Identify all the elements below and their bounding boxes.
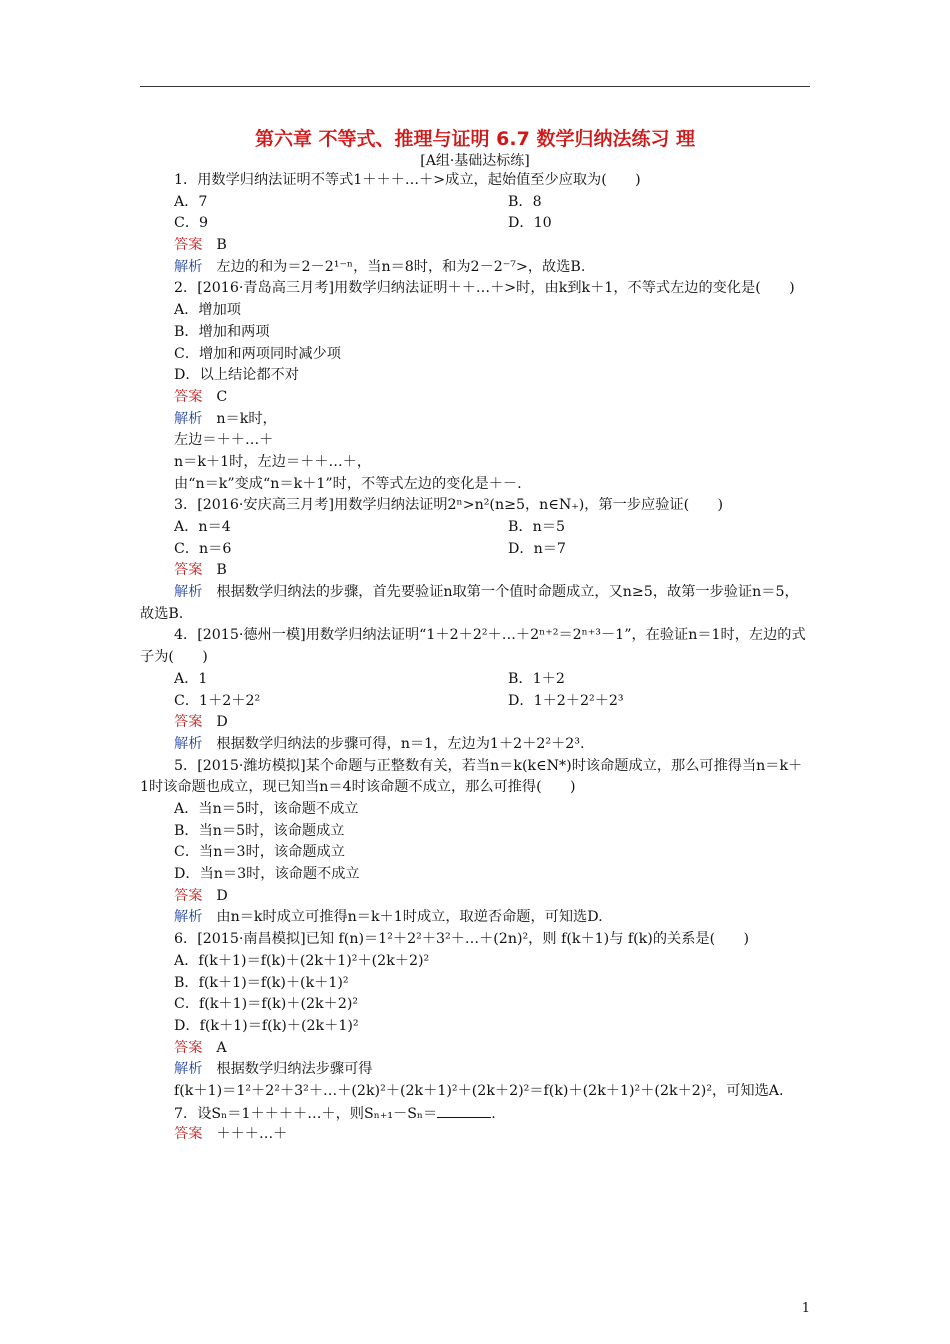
q5-stem: 5．[2015·潍坊模拟]某个命题与正整数有关，若当n＝k(k∈N*)时该命题成立，那么可推得当n＝k＋1时该命题也成立，现已知当n＝4时该命题不成立，那么可推得( ) bbox=[140, 757, 803, 796]
explanation-label: 解析 bbox=[174, 909, 203, 926]
q5-option-c: C．当n＝3时，该命题成立 bbox=[174, 844, 345, 861]
q4-option-b: B．1＋2 bbox=[508, 670, 565, 687]
q7-answer: 答案 ＋＋＋…＋ bbox=[174, 1126, 288, 1143]
q2-option-c: C．增加和两项同时减少项 bbox=[174, 345, 341, 362]
q6-stem: 6．[2015·南昌模拟]已知 f(n)＝1²＋2²＋3²＋…＋(2n)²，则 f(k＋1)与 f(k)的关系是( ) bbox=[174, 931, 750, 948]
q6-option-a: A．f(k＋1)＝f(k)＋(2k＋1)²＋(2k＋2)² bbox=[174, 952, 430, 969]
q4-answer: 答案 D bbox=[174, 714, 228, 731]
section-subtitle: [A组·基础达标练] bbox=[420, 153, 530, 169]
page-title: 第六章 不等式、推理与证明 6.7 数学归纳法练习 理 bbox=[254, 128, 696, 150]
q1-option-a: A．7 bbox=[174, 193, 208, 210]
answer-label: 答案 bbox=[174, 714, 203, 731]
q4-option-c: C．1＋2＋2² bbox=[174, 692, 261, 709]
q2-explanation: 解析 n＝k时， bbox=[174, 410, 277, 427]
q2-answer: 答案 C bbox=[174, 388, 228, 405]
q2-exp-line3: n＝k＋1时，左边＝＋＋…＋， bbox=[174, 453, 372, 470]
q1-options-cd bbox=[140, 213, 810, 235]
q1-explanation: 解析 左边的和为＝2－2¹⁻ⁿ，当n＝8时，和为2－2⁻⁷>，故选B. bbox=[174, 258, 586, 275]
answer-label: 答案 bbox=[174, 1126, 203, 1143]
q3-options-cd bbox=[140, 539, 810, 561]
q1-option-b: B．8 bbox=[508, 193, 542, 210]
q2-option-a: A．增加项 bbox=[174, 302, 241, 319]
q3-answer: 答案 B bbox=[174, 562, 227, 579]
q2-exp-line4: 由“n＝k”变成“n＝k＋1”时，不等式左边的变化是＋－. bbox=[174, 475, 522, 492]
explanation-label: 解析 bbox=[174, 1061, 203, 1078]
q1-option-c: C．9 bbox=[174, 215, 209, 232]
q1-options-ab bbox=[140, 192, 810, 214]
q3-option-d: D．n＝7 bbox=[508, 540, 566, 557]
q1-answer: 答案 B bbox=[174, 237, 227, 254]
q6-exp-line2: f(k＋1)＝1²＋2²＋3²＋…＋(2k)²＋(2k＋1)²＋(2k＋2)²＝f(k)＋(2k＋1)²＋(2k＋2)²，可知选A. bbox=[174, 1083, 784, 1099]
q4-options-ab bbox=[140, 669, 810, 691]
q6-option-d: D．f(k＋1)＝f(k)＋(2k＋1)² bbox=[174, 1017, 359, 1034]
answer-label: 答案 bbox=[174, 887, 203, 904]
q6-option-c: C．f(k＋1)＝f(k)＋(2k＋2)² bbox=[174, 996, 359, 1013]
answer-label: 答案 bbox=[174, 237, 203, 254]
q3-option-b: B．n＝5 bbox=[508, 519, 565, 536]
answer-label: 答案 bbox=[174, 1039, 203, 1056]
q2-stem: 2．[2016·青岛高三月考]用数学归纳法证明＋＋…＋>时，由k到k＋1，不等式左边的变化是( ) bbox=[174, 280, 795, 297]
q3-option-a: A．n＝4 bbox=[174, 519, 231, 536]
q3-stem: 3．[2016·安庆高三月考]用数学归纳法证明2ⁿ>n²(n≥5，n∈N₊)，第一步应验证( ) bbox=[174, 497, 724, 514]
q4-stem: 4．[2015·德州一模]用数学归纳法证明“1＋2＋2²＋…＋2ⁿ⁺²＝2ⁿ⁺³－1”，在验证n＝1时，左边的式子为( ) bbox=[140, 627, 806, 666]
q7-answer-blank bbox=[437, 1103, 491, 1118]
q5-option-a: A．当n＝5时，该命题不成立 bbox=[174, 801, 359, 818]
q1-option-d: D．10 bbox=[508, 215, 552, 232]
document-body bbox=[140, 170, 810, 1146]
page-number: 1 bbox=[801, 1301, 810, 1316]
q4-option-d: D．1＋2＋2²＋2³ bbox=[508, 692, 624, 709]
q3-options-ab bbox=[140, 517, 810, 539]
q4-explanation: 解析 根据数学归纳法的步骤可得，n＝1，左边为1＋2＋2²＋2³. bbox=[174, 735, 585, 752]
header-rule bbox=[140, 86, 810, 87]
explanation-label: 解析 bbox=[174, 258, 203, 275]
answer-label: 答案 bbox=[174, 388, 203, 405]
q3-explanation: 解析 根据数学归纳法的步骤，首先要验证n取第一个值时命题成立，又n≥5，故第一步验证n＝5，故选B. bbox=[140, 584, 799, 622]
answer-label: 答案 bbox=[174, 562, 203, 579]
q7-stem: 7．设Sₙ＝1＋＋＋＋…＋，则Sₙ₊₁－Sₙ＝ . bbox=[140, 1103, 810, 1125]
q5-answer: 答案 D bbox=[174, 887, 228, 904]
q6-explanation: 解析 根据数学归纳法步骤可得 bbox=[174, 1061, 373, 1078]
q3-option-c: C．n＝6 bbox=[174, 540, 232, 557]
q2-option-d: D．以上结论都不对 bbox=[174, 367, 299, 384]
q4-option-a: A．1 bbox=[174, 670, 208, 687]
q6-option-b: B．f(k＋1)＝f(k)＋(k＋1)² bbox=[174, 974, 349, 991]
q5-option-b: B．当n＝5时，该命题成立 bbox=[174, 822, 345, 839]
q5-explanation: 解析 由n＝k时成立可推得n＝k＋1时成立，取逆否命题，可知选D. bbox=[174, 909, 603, 926]
q1-stem: 1．用数学归纳法证明不等式1＋＋＋…＋>成立，起始值至少应取为( ) bbox=[174, 172, 641, 188]
q4-options-cd bbox=[140, 691, 810, 713]
explanation-label: 解析 bbox=[174, 735, 203, 752]
q5-option-d: D．当n＝3时，该命题不成立 bbox=[174, 866, 360, 883]
explanation-label: 解析 bbox=[174, 584, 203, 601]
q2-option-b: B．增加和两项 bbox=[174, 323, 270, 340]
q2-exp-line2: 左边＝＋＋…＋ bbox=[174, 432, 274, 449]
explanation-label: 解析 bbox=[174, 410, 203, 427]
q6-answer: 答案 A bbox=[174, 1039, 227, 1056]
